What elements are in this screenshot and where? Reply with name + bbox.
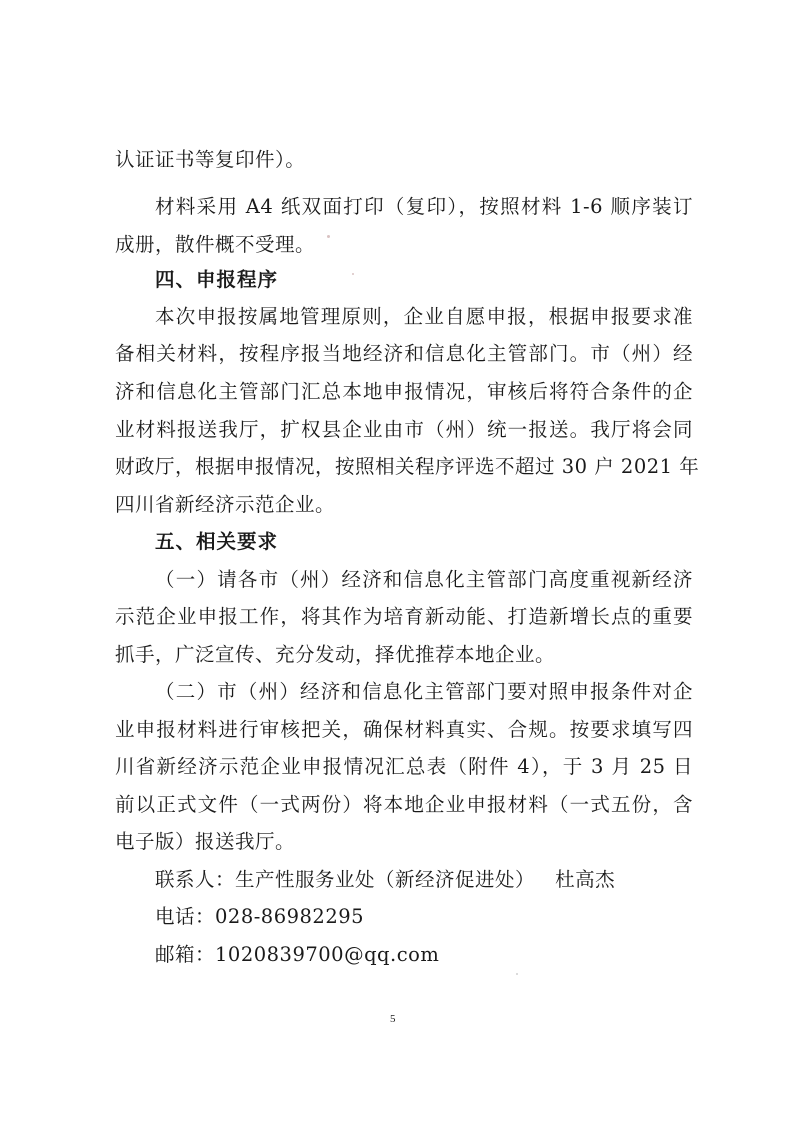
paragraph-line: 本次申报按属地管理原则，企业自愿申报，根据申报要求准 <box>155 305 693 328</box>
section-heading-procedure: 四、申报程序 <box>155 268 279 291</box>
paragraph-line: （二）市（州）经济和信息化主管部门要对照申报条件对企 <box>155 680 693 703</box>
paragraph-line: 材料采用 A4 纸双面打印（复印），按照材料 1-6 顺序装订 <box>155 195 693 218</box>
section-heading-requirements: 五、相关要求 <box>155 530 279 553</box>
paragraph-line: 示范企业申报工作，将其作为培育新动能、打造新增长点的重要 <box>115 605 693 628</box>
paragraph-line: 成册，散件概不受理。 <box>115 233 316 256</box>
paragraph-line: 济和信息化主管部门汇总本地申报情况，审核后将符合条件的企 <box>115 380 693 403</box>
paragraph-line: 川省新经济示范企业申报情况汇总表（附件 4），于 3 月 25 日 <box>115 755 693 778</box>
paragraph-line: 备相关材料，按程序报当地经济和信息化主管部门。市（州）经 <box>115 342 693 365</box>
contact-email: 邮箱：1020839700@qq.com <box>155 943 440 966</box>
paragraph-line: 财政厅，根据申报情况，按照相关程序评选不超过 30 户 2021 年 <box>115 455 700 478</box>
paragraph-line: 业申报材料进行审核把关，确保材料真实、合规。按要求填写四 <box>115 718 693 741</box>
paragraph-line: 认证证书等复印件）。 <box>115 148 306 171</box>
paragraph-line: 抓手，广泛宣传、充分发动，择优推荐本地企业。 <box>115 643 556 666</box>
scan-speck <box>352 273 354 275</box>
paragraph-line: 电子版）报送我厅。 <box>115 830 296 853</box>
scan-speck <box>327 235 330 238</box>
contact-person: 联系人：生产性服务业处（新经济促进处） 杜高杰 <box>155 868 616 891</box>
paragraph-line: 业材料报送我厅，扩权县企业由市（州）统一报送。我厅将会同 <box>115 418 693 441</box>
paragraph-line: （一）请各市（州）经济和信息化主管部门高度重视新经济 <box>155 568 693 591</box>
paragraph-line: 前以正式文件（一式两份）将本地企业申报材料（一式五份，含 <box>115 793 693 816</box>
contact-phone: 电话：028-86982295 <box>155 905 365 928</box>
page-number: 5 <box>390 1013 396 1025</box>
paragraph-line: 四川省新经济示范企业。 <box>115 493 336 516</box>
scan-speck <box>516 973 518 975</box>
